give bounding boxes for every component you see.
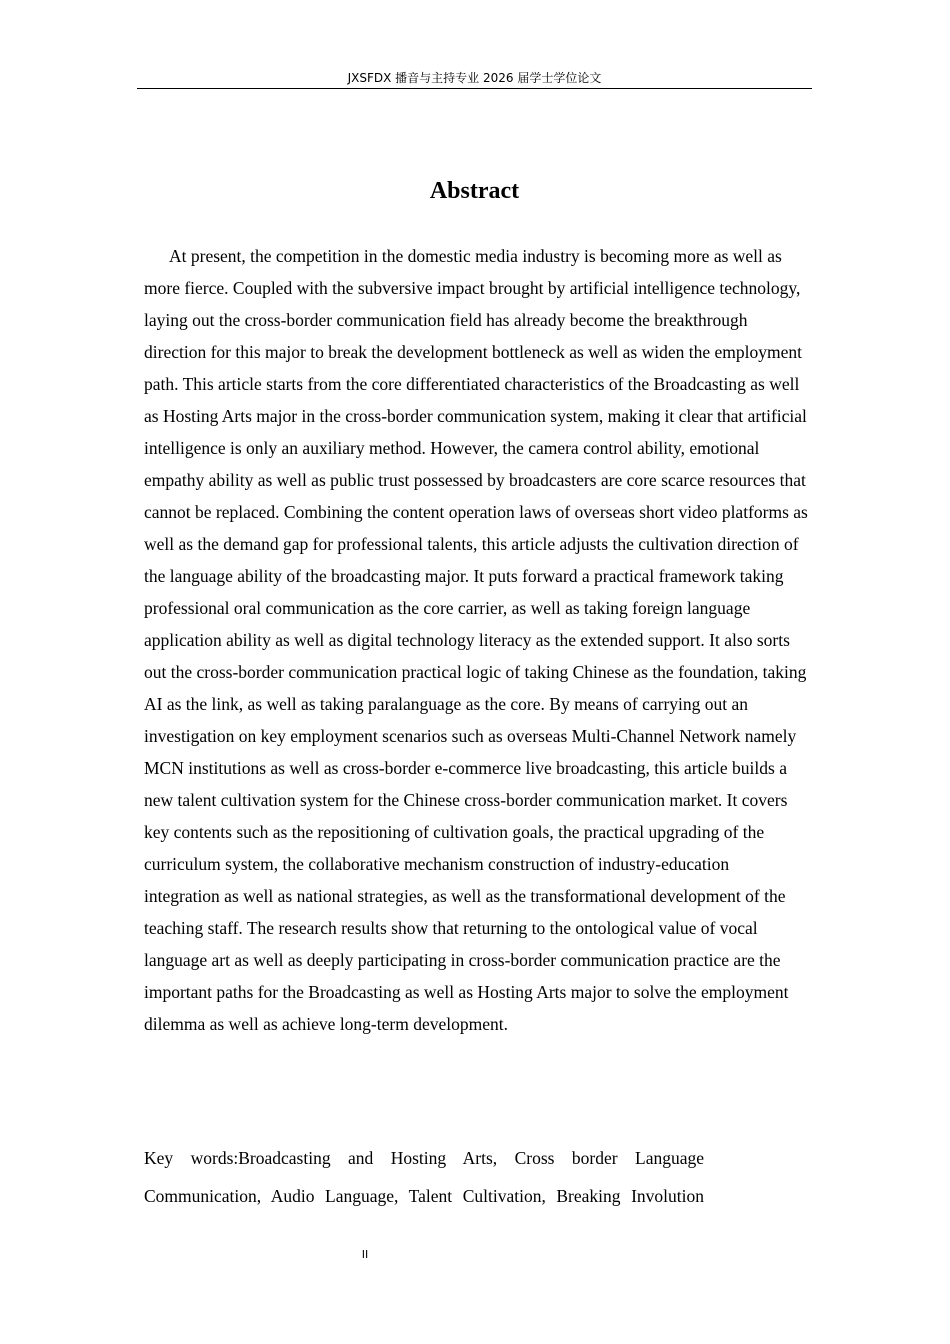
header-rule — [137, 88, 812, 89]
abstract-title: Abstract — [429, 178, 520, 204]
running-header: JXSFDX 播音与主持专业 2026 届学士学位论文 — [347, 71, 602, 85]
page-number: II — [361, 1248, 369, 1261]
abstract-body: At present, the competition in the domestic media industry is becoming more as well as more fierce. Coupled with the subversive impact brought by artificial intelligence technology, laying out the cross-border communication field has already become the breakthrough direction for this major to break the development bottleneck as well as widen the employment path. This article starts from the core differentiated characteristics of the Broadcasting as well as Hosting Arts major in the cross-border communication system, making it clear that artificial intelligence is only an auxiliary method. However, the camera control ability, emotional empathy ability as well as public trust possessed by broadcasters are core scarce resources that cannot be replaced. Combining the content operation laws of overseas short video platforms as well as the demand gap for professional talents, this article adjusts the cultivation direction of the language ability of the broadcasting major. It puts forward a practical framework taking professional oral communication as the core carrier, as well as taking foreign language application ability as well as digital technology literacy as the extended support. It also sorts out the cross-border communication practical logic of taking Chinese as the foundation, taking AI as the link, as well as taking paralanguage as the core. By means of carrying out an investigation on key employment scenarios such as overseas Multi-Channel Network namely MCN institutions as well as cross-border e-commerce live broadcasting, this article builds a new talent cultivation system for the Chinese cross-border communication market. It covers key contents such as the repositioning of cultivation goals, the practical upgrading of the curriculum system, the collaborative mechanism construction of industry-education integration as well as national strategies, as well as the transformational development of the teaching staff. The research results show that returning to the ontological value of vocal language art as well as deeply participating in cross-border communication practice are the important paths for the Broadcasting as well as Hosting Arts major to solve the employment dilemma as well as achieve long-term development. — [144, 246, 808, 1034]
keywords-line-2: Communication, Audio Language, Talent Cultivation, Breaking Involution — [144, 1186, 704, 1206]
keywords-line-1: Key words:Broadcasting and Hosting Arts, Cross border Language — [144, 1148, 704, 1168]
keywords-paragraph — [144, 1139, 704, 1215]
